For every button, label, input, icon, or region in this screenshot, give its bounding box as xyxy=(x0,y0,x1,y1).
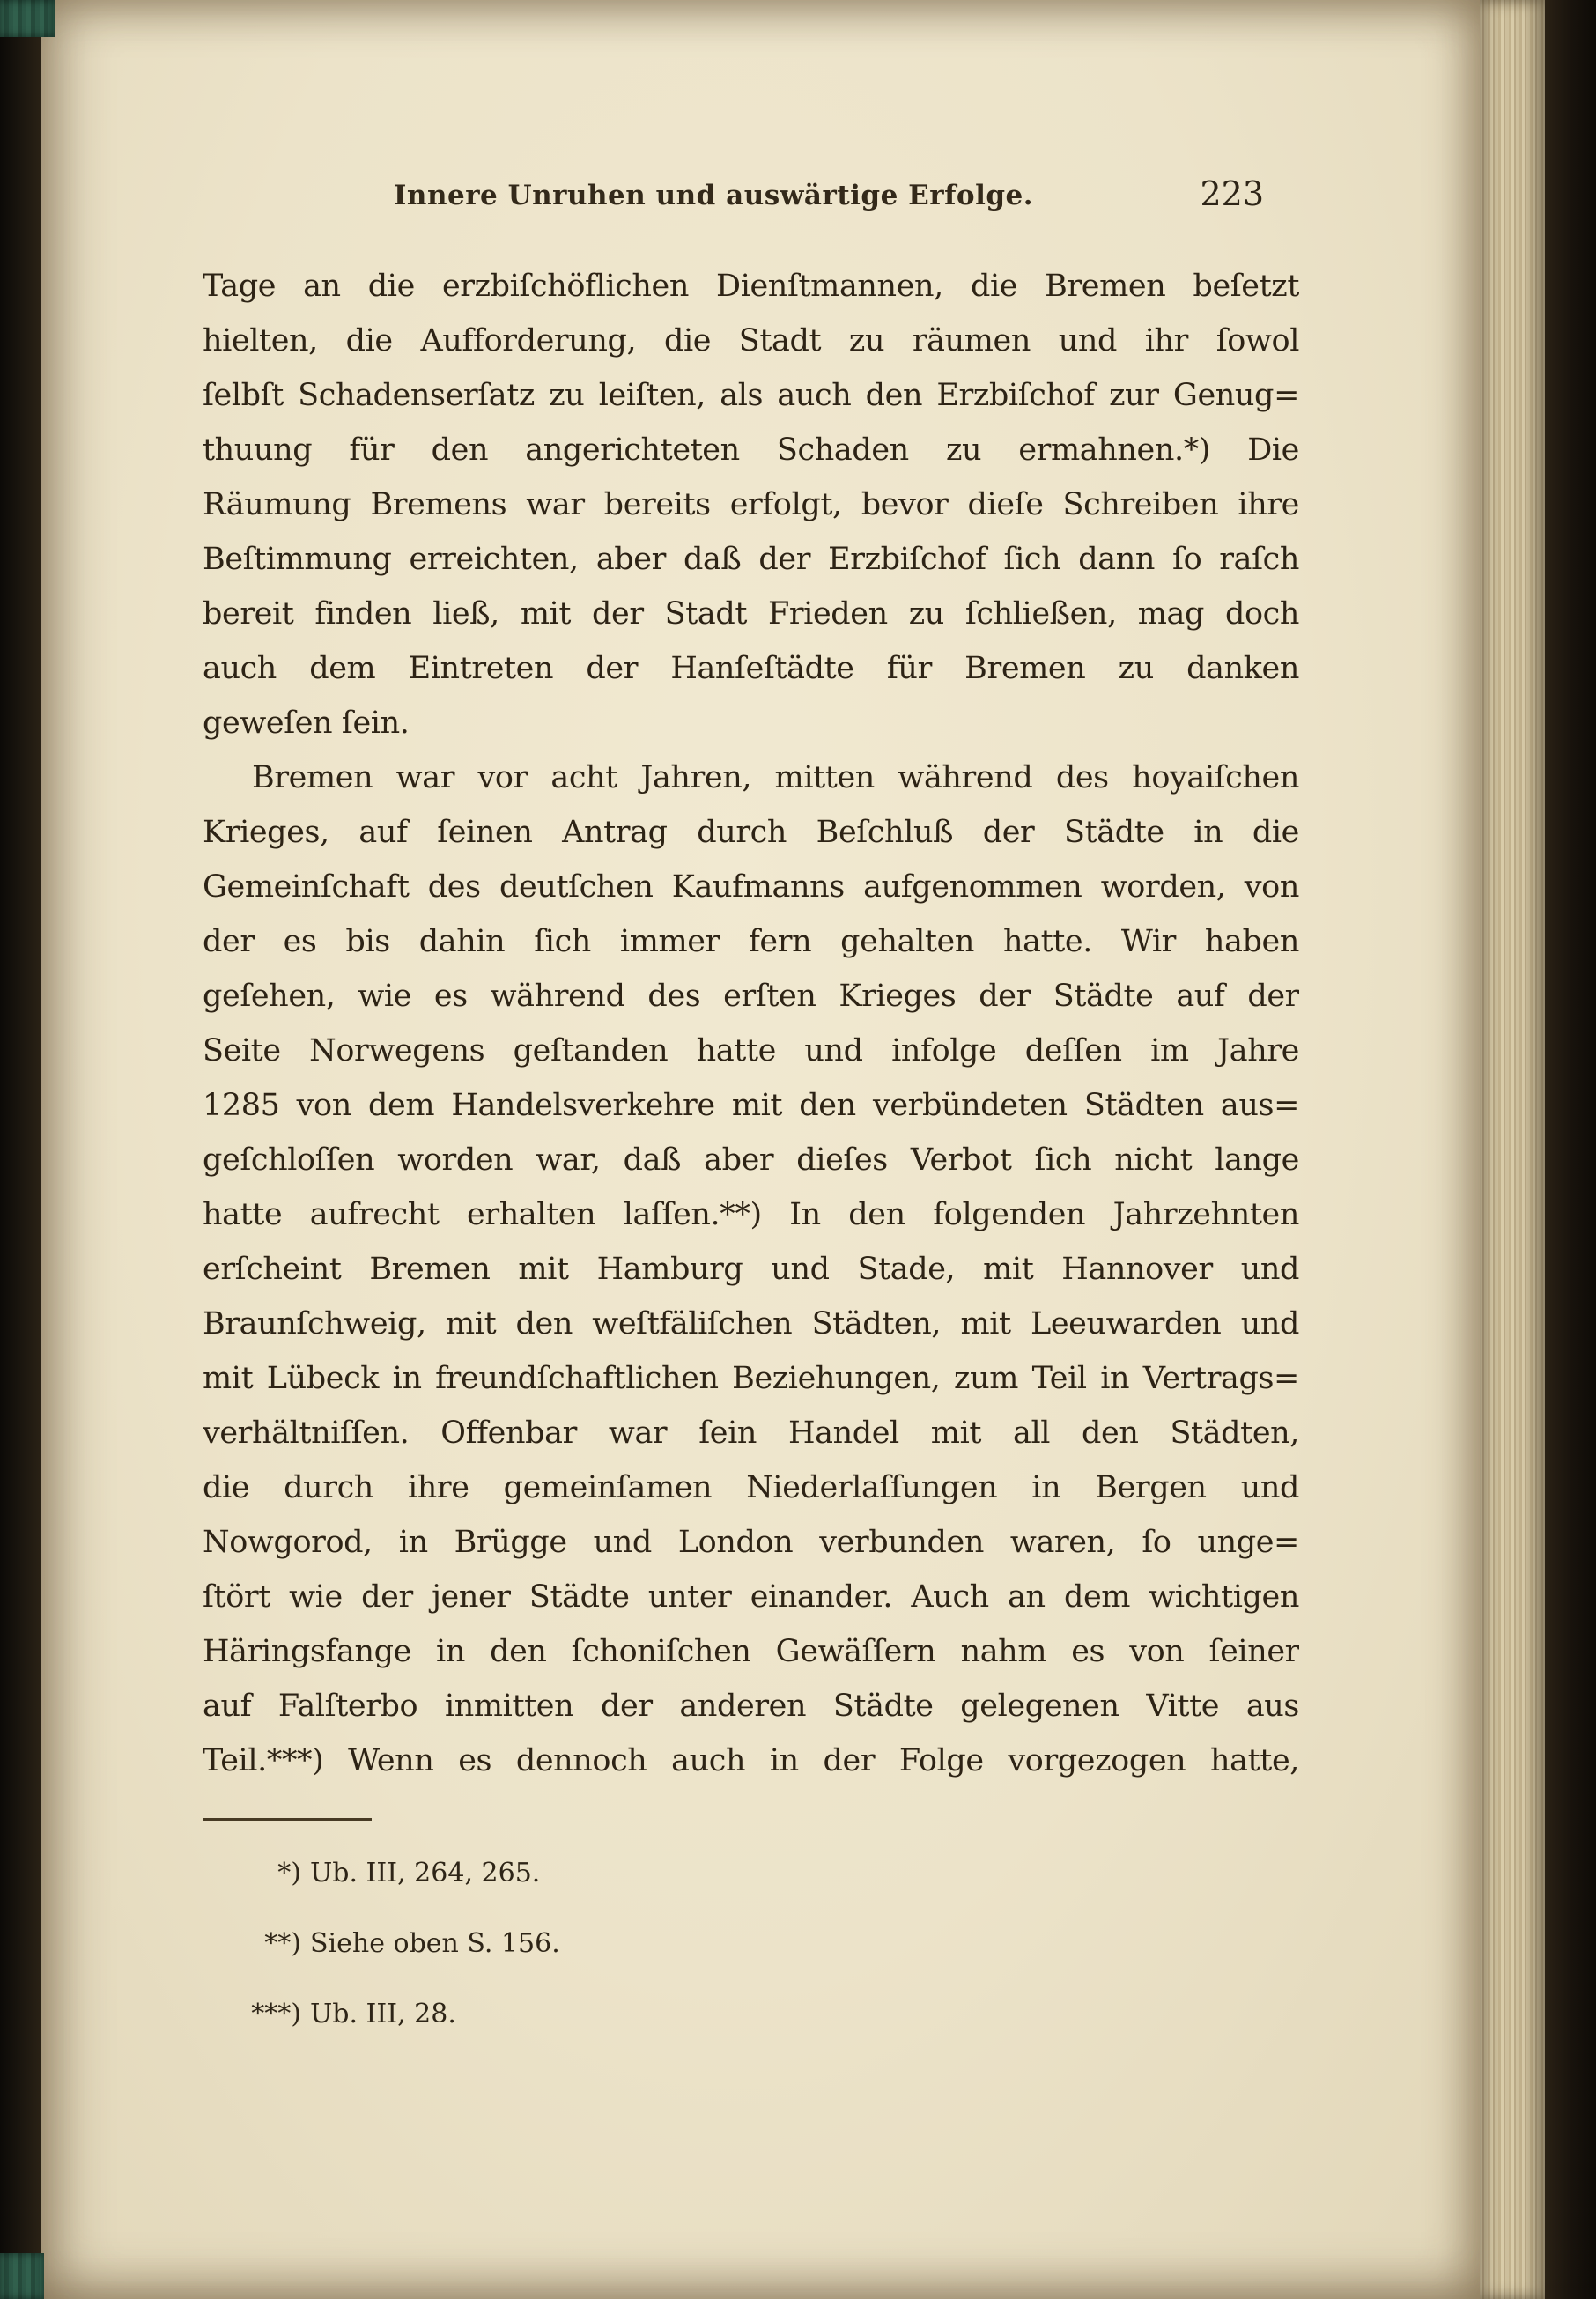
text-line: hielten, die Aufforderung, die Stadt zu räumen und ihr ſowol xyxy=(203,323,1299,359)
book-cover-right xyxy=(1545,0,1596,2299)
text-line: hatte aufrecht erhalten laſſen.**) In den folgenden Jahrzehnten xyxy=(203,1197,1299,1232)
text-line: verhältniſſen. Offenbar war ſein Handel mit all den Städten, xyxy=(203,1416,1299,1451)
page-number: 223 xyxy=(1200,174,1264,213)
page-edges-right xyxy=(1480,0,1545,2299)
text-line: Seite Norwegens geſtanden hatte und infolge deſſen im Jahre xyxy=(203,1033,1299,1068)
text-line: der es bis dahin ſich immer fern gehalten hatte. Wir haben xyxy=(203,924,1299,959)
book-binding-left xyxy=(0,0,41,2299)
footnote xyxy=(203,1925,1299,1970)
footnotes xyxy=(203,1854,1299,2066)
text-line: ſtört wie der jener Städte unter einander. Auch an dem wichtigen xyxy=(203,1579,1299,1615)
text-line: thuung für den angerichteten Schaden zu ermahnen.*) Die xyxy=(203,432,1299,468)
footnote-separator-rule xyxy=(203,1818,372,1821)
text-line: geſehen, wie es während des erſten Krieges der Städte auf der xyxy=(203,979,1299,1014)
text-line: geweſen ſein. xyxy=(203,706,410,741)
footnote-text: Ub. III, 28. xyxy=(310,1999,456,2029)
footnote-marker: **) xyxy=(264,1928,301,1959)
body-text xyxy=(203,259,1299,1788)
text-line: bereit finden ließ, mit der Stadt Frieden zu ſchließen, mag doch xyxy=(203,596,1299,632)
text-line: die durch ihre gemeinſamen Niederlaſſungen in Bergen und xyxy=(203,1470,1299,1505)
text-line: Teil.***) Wenn es dennoch auch in der Folge vorgezogen hatte, xyxy=(203,1743,1299,1778)
text-line: ſelbſt Schadenserſatz zu leiſten, als auch den Erzbiſchof zur Genug= xyxy=(203,378,1299,413)
footnote xyxy=(203,1854,1299,1900)
text-line: Nowgorod, in Brügge und London verbunden waren, ſo unge= xyxy=(203,1525,1299,1560)
text-line: 1285 von dem Handelsverkehre mit den verbündeten Städten aus= xyxy=(203,1088,1299,1123)
page-header xyxy=(203,174,1299,220)
text-line: Tage an die erzbiſchöflichen Dienſtmannen, die Bremen beſetzt xyxy=(203,269,1299,304)
text-line: Gemeinſchaft des deutſchen Kaufmanns aufgenommen worden, von xyxy=(203,869,1299,905)
text-line: auch dem Eintreten der Hanſeſtädte für Bremen zu danken xyxy=(203,651,1299,686)
footnote-text: Ub. III, 264, 265. xyxy=(310,1858,541,1889)
footnote-marker: *) xyxy=(277,1858,301,1889)
text-line: Räumung Bremens war bereits erfolgt, bevor dieſe Schreiben ihre xyxy=(203,487,1299,522)
text-line: Beſtimmung erreichten, aber daß der Erzbiſchof ſich dann ſo raſch xyxy=(203,542,1299,577)
text-line: auf Falſterbo inmitten der anderen Städte gelegenen Vitte aus xyxy=(203,1689,1299,1724)
text-line: Krieges, auf ſeinen Antrag durch Beſchluß der Städte in die xyxy=(203,815,1299,850)
footnote-text: Siehe oben S. 156. xyxy=(310,1928,560,1959)
footnote xyxy=(203,1995,1299,2041)
book-page xyxy=(41,0,1480,2299)
binding-cloth-top xyxy=(0,0,55,37)
text-line: Häringsfange in den ſchoniſchen Gewäſſern nahm es von ſeiner xyxy=(203,1634,1299,1669)
text-line: mit Lübeck in freundſchaftlichen Beziehungen, zum Teil in Vertrags= xyxy=(203,1361,1299,1396)
footnote-marker: ***) xyxy=(251,1999,301,2029)
text-line: Braunſchweig, mit den weſtfäliſchen Städten, mit Leeuwarden und xyxy=(203,1306,1299,1342)
text-line: Bremen war vor acht Jahren, mitten während des hoyaiſchen xyxy=(252,760,1299,795)
running-title: Innere Unruhen und auswärtige Erfolge. xyxy=(393,180,1034,211)
text-line: geſchloſſen worden war, daß aber dieſes Verbot ſich nicht lange xyxy=(203,1142,1299,1178)
text-line: erſcheint Bremen mit Hamburg und Stade, mit Hannover und xyxy=(203,1252,1299,1287)
binding-cloth-bottom xyxy=(0,2253,44,2299)
